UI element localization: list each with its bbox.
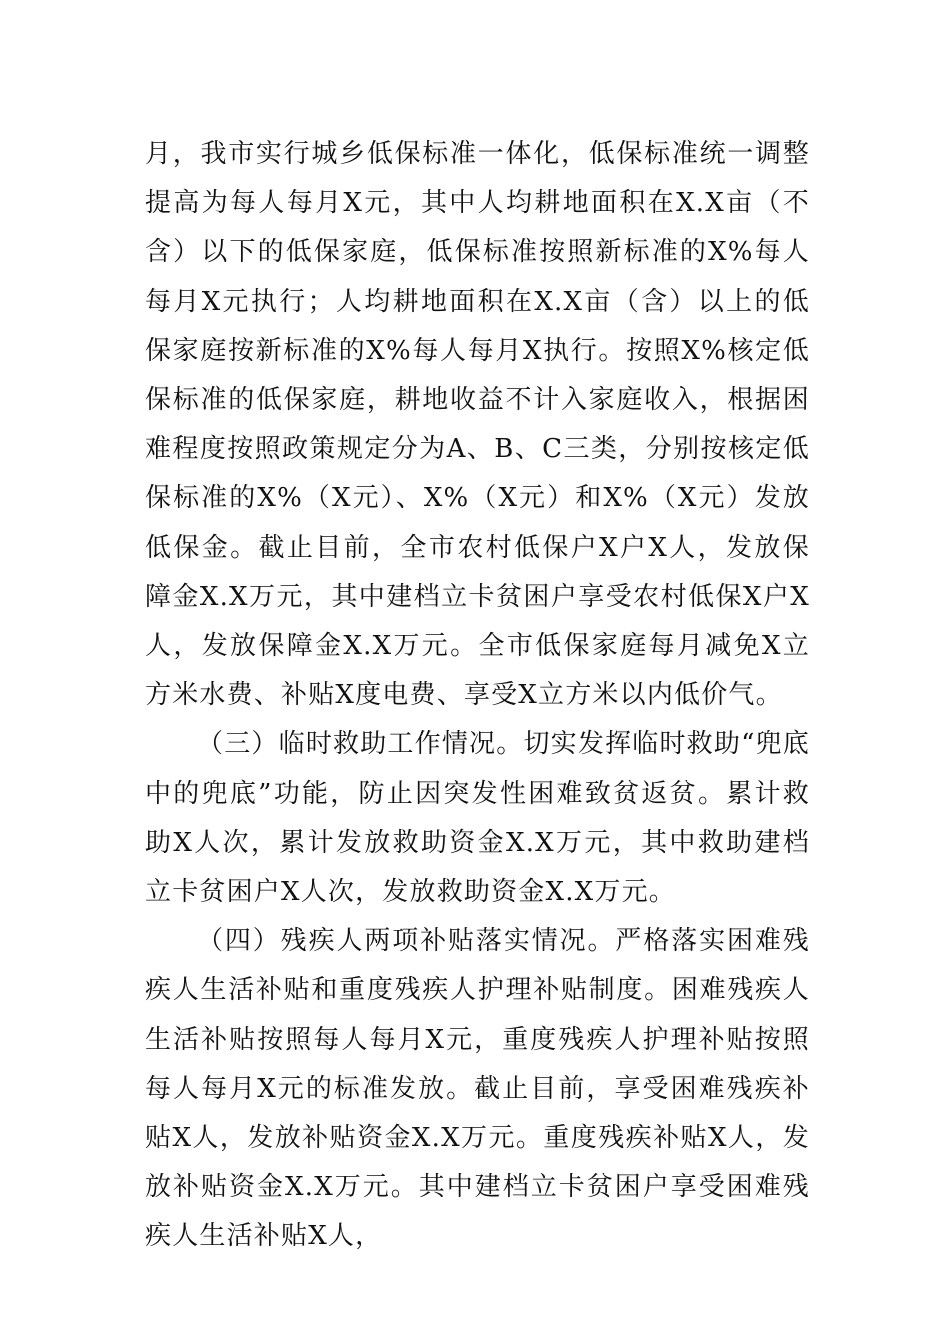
document-body [145,130,810,1262]
paragraph-disability-subsidies: （四）残疾人两项补贴落实情况。严格落实困难残疾人生活补贴和重度残疾人护理补贴制度。困难残疾人生活补贴按照每人每月X元，重度残疾人护理补贴按照每人每月X元的标准发放。截止目前，享受困难残疾补贴X人，发放补贴资金X.X万元。重度残疾补贴X人，发放补贴资金X.X万元。其中建档立卡贫困户享受困难残疾人生活补贴X人， [145,926,810,1252]
paragraph-low-income-standard: 月，我市实行城乡低保标准一体化，低保标准统一调整提高为每人每月X元，其中人均耕地面积在X.X亩（不含）以下的低保家庭，低保标准按照新标准的X%每人每月X元执行；人均耕地面积在X.X亩（含）以上的低保家庭按新标准的X%每人每月X执行。按照X%核定低保标准的低保家庭，耕地收益不计入家庭收入，根据困难程度按照政策规定分为A、B、C三类，分别按核定低保标准的X%（X元）、X%（X元）和X%（X元）发放低保金。截止目前，全市农村低保户X户X人，发放保障金X.X万元，其中建档立卡贫困户享受农村低保X户X人，发放保障金X.X万元。全市低保家庭每月减免X立方米水费、补贴X度电费、享受X立方米以内低价气。 [145,139,810,711]
paragraph-temporary-assistance: （三）临时救助工作情况。切实发挥临时救助“兜底中的兜底”功能，防止因突发性困难致贫返贫。累计救助X人次，累计发放救助资金X.X万元，其中救助建档立卡贫困户X人次，发放救助资金X.X万元。 [145,729,810,908]
